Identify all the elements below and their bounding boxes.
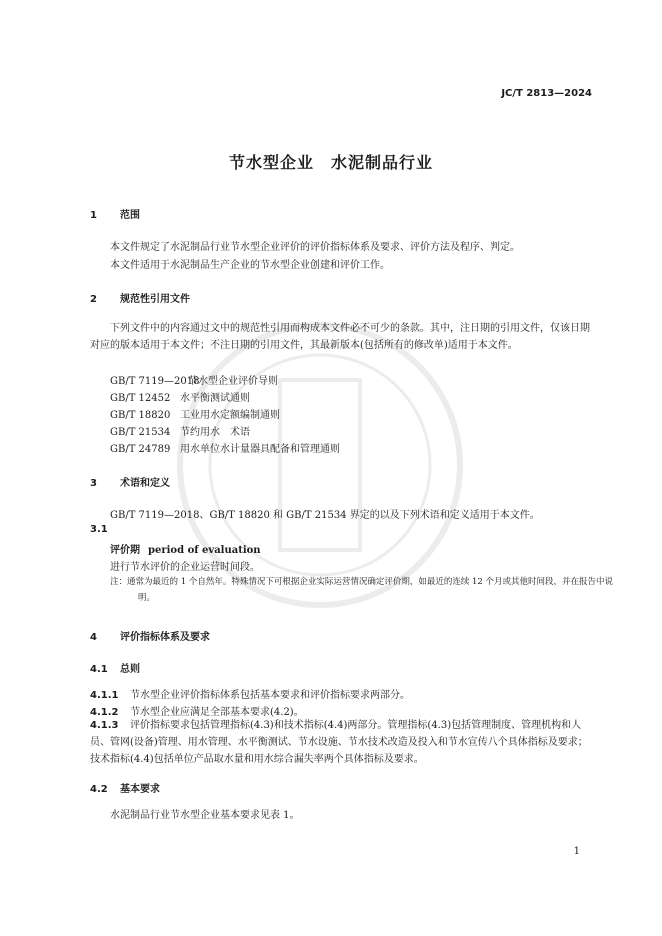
- reference-item: [110, 389, 250, 404]
- reference-item: [110, 406, 280, 421]
- reference-code: GB/T 12452: [110, 393, 171, 404]
- reference-code: GB/T 24789: [110, 444, 171, 455]
- paragraph: GB/T 7119—2018、GB/T 18820 和 GB/T 21534 界定的以及下列术语和定义适用于本文件。: [110, 510, 540, 521]
- term-english: period of evaluation: [148, 545, 261, 556]
- section-number: 2: [90, 294, 97, 305]
- section-number: 4: [90, 632, 97, 643]
- paragraph: 本文件规定了水泥制品行业节水型企业评价的评价指标体系及要求、评价方法及程序、判定。: [110, 242, 520, 253]
- reference-title: 节约用水 术语: [180, 427, 250, 438]
- term-number: 3.1: [90, 524, 108, 535]
- clause-text: 节水型企业应满足全部基本要求(4.2)。: [130, 707, 304, 718]
- section-title: 评价指标体系及要求: [120, 632, 210, 643]
- term-definition: 进行节水评价的企业运营时间段。: [110, 562, 260, 573]
- document-title: 节水型企业 水泥制品行业: [228, 153, 433, 172]
- subsection-title: 总则: [120, 664, 140, 675]
- term-chinese: 评价期: [110, 545, 140, 556]
- reference-title: 用水单位水计量器具配备和管理通则: [180, 444, 340, 455]
- reference-item: [110, 440, 340, 455]
- note: 注：通常为最近的 1 个自然年。特殊情况下可根据企业实际运营情况确定评价期，如最近的连续 12 个月或其他时间段，并在报告中说明。: [110, 577, 614, 603]
- section-number: 1: [90, 210, 97, 221]
- term-entry: [110, 541, 261, 556]
- subsection-4-1-heading: [90, 660, 140, 675]
- subsection-4-2-heading: [90, 780, 160, 795]
- paragraph: 水泥制品行业节水型企业基本要求见表 1。: [110, 810, 300, 821]
- clause-text: 评价指标要求包括管理指标(4.3)和技术指标(4.4)两部分。管理指标(4.3)包括管理制度、管理机构和人员、管网(设备)管理、用水管理、水平衡测试、节水设施、节水技术改造及投入和节水宣传八个具体指标及要求；技术指标(4.4)包括单位产品取水量和用水综合漏失率两个具体指标及要求。: [90, 720, 588, 765]
- clause: [90, 717, 595, 768]
- subsection-number: 4.2: [90, 784, 108, 795]
- section-2-heading: [90, 290, 190, 305]
- standard-code: JC/T 2813—2024: [501, 88, 592, 99]
- clause: [90, 686, 410, 701]
- subsection-title: 基本要求: [120, 784, 160, 795]
- clause-number: 4.1.2: [90, 707, 119, 718]
- clause-number: 4.1.3: [90, 720, 119, 731]
- watermark-seal: [170, 230, 470, 700]
- paragraph: 下列文件中的内容通过文中的规范性引用而构成本文件必不可少的条款。其中，注日期的引用文件，仅该日期对应的版本适用于本文件；不注日期的引用文件，其最新版本(包括所有的修改单)适用于本文件。: [90, 323, 590, 351]
- section-title: 规范性引用文件: [120, 294, 190, 305]
- section-title: 范围: [120, 210, 140, 221]
- paragraph: 本文件适用于水泥制品生产企业的节水型企业创建和评价工作。: [110, 260, 390, 271]
- reference-code: GB/T 18820: [110, 410, 171, 421]
- reference-title: 工业用水定额编制通则: [180, 410, 280, 421]
- clause-text: 节水型企业评价指标体系包括基本要求和评价指标要求两部分。: [130, 690, 410, 701]
- subsection-number: 4.1: [90, 664, 108, 675]
- reference-code: GB/T 7119—2018: [110, 376, 200, 387]
- section-3-heading: [90, 474, 170, 489]
- section-1-heading: [90, 206, 140, 221]
- reference-title: 水平衡测试通则: [180, 393, 250, 404]
- reference-code: GB/T 21534: [110, 427, 171, 438]
- page-number: 1: [573, 846, 580, 857]
- reference-item: [110, 423, 250, 438]
- clause: [90, 703, 304, 718]
- clause-number: 4.1.1: [90, 690, 119, 701]
- section-title: 术语和定义: [120, 478, 170, 489]
- reference-title: 节水型企业评价导则: [188, 376, 278, 387]
- section-4-heading: [90, 628, 210, 643]
- reference-item: [110, 372, 278, 387]
- section-number: 3: [90, 478, 97, 489]
